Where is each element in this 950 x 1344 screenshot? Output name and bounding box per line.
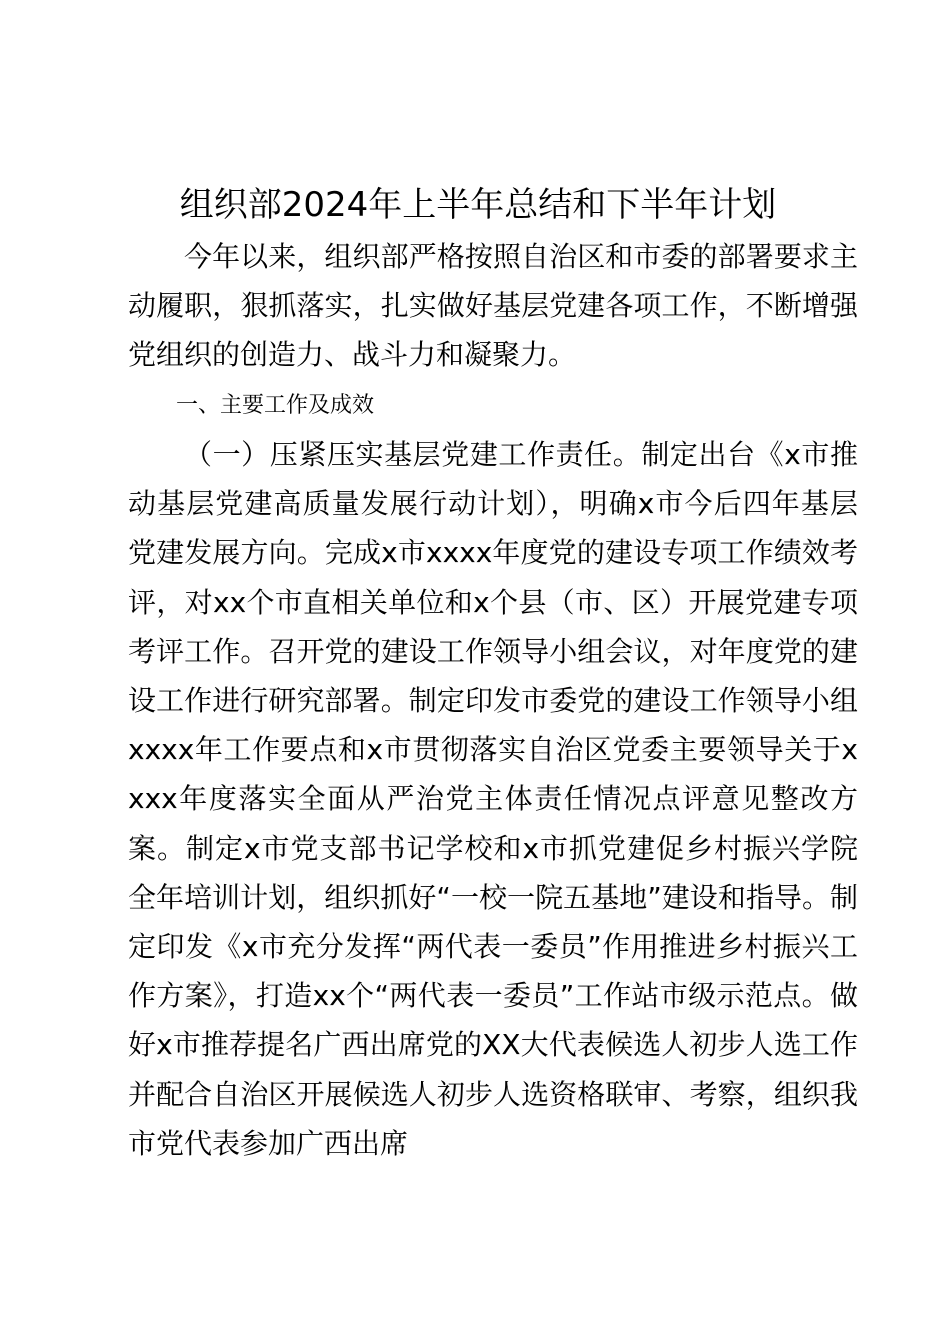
section-heading: 一、主要工作及成效 xyxy=(176,393,375,418)
document-title: 组织部2024年上半年总结和下半年计划 xyxy=(179,185,777,225)
body-paragraph: （一）压紧压实基层党建工作责任。制定出台《x市推动基层党建高质量发展行动计划），明确x市今后四年基层党建发展方向。完成x市xxxx年度党的建设专项工作绩效考评，对xx个市直相关单位和x个县（市、区）开展党建专项考评工作。召开党的建设工作领导小组会议，对年度党的建设工作进行研究部署。制定印发市委党的建设工作领导小组xxxx年工作要点和x市贯彻落实自治区党委主要领导关于xxxx年度落实全面从严治党主体责任情况点评意见整改方案。制定x市党支部书记学校和x市抓党建促乡村振兴学院全年培训计划，组织抓好“一校一院五基地”建设和指导。制定印发《x市充分发挥“两代表一委员”作用推进乡村振兴工作方案》，打造xx个“两代表一委员”工作站市级示范点。做好x市推荐提名广西出席党的XX大代表候选人初步人选工作并配合自治区开展候选人初步人选资格联审、考察，组织我市党代表参加广西出席 xyxy=(128,438,858,1160)
intro-paragraph: 今年以来，组织部严格按照自治区和市委的部署要求主动履职，狠抓落实，扎实做好基层党建各项工作，不断增强党组织的创造力、战斗力和凝聚力。 xyxy=(128,240,858,372)
